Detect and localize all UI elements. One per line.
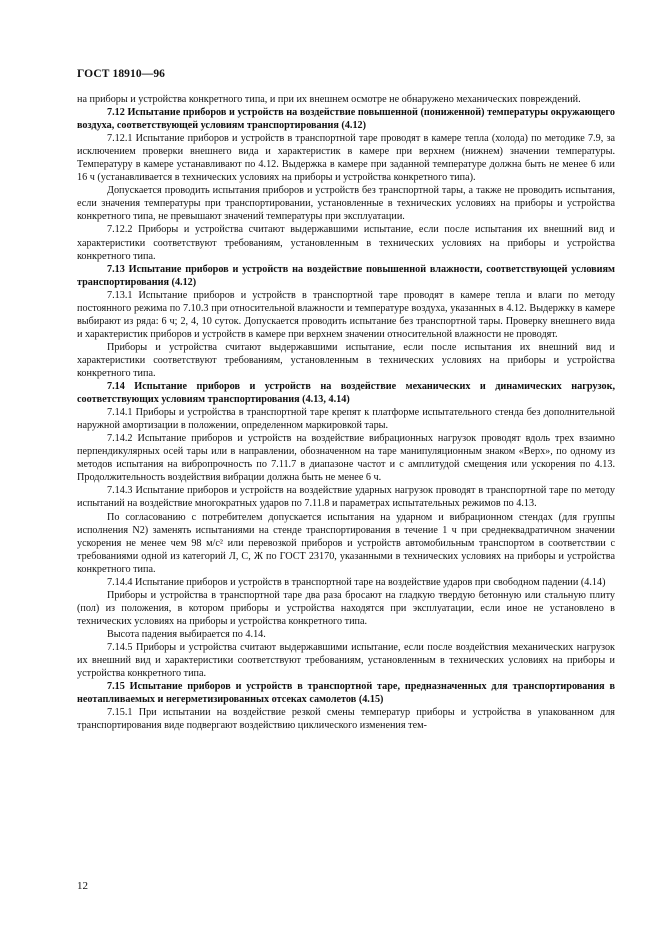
section-heading: 7.12 Испытание приборов и устройств на воздействие повышенной (пониженной) температуры окружающего воздуха, соответствующей условиям транспортирования (4.12) xyxy=(77,107,615,132)
paragraph: Приборы и устройства в транспортной таре два раза бросают на гладкую твердую бетонную или стальную плиту (пол) из положения, в котором приборы и устройства находятся при эксплуатации, если иное не установлено в технических условиях на приборы и устройства конкретного типа. xyxy=(77,589,615,627)
document-header: ГОСТ 18910—96 xyxy=(77,68,166,80)
paragraph: 7.14.4 Испытание приборов и устройств в транспортной таре на воздействие ударов при свободном падении (4.14) xyxy=(107,576,606,588)
paragraph: 7.14.1 Приборы и устройства в транспортной таре крепят к платформе испытательного стенда без дополнительной наружной амортизации в положении, определенном маркировкой тары. xyxy=(77,407,615,432)
paragraph: Высота падения выбирается по 4.14. xyxy=(107,628,266,640)
paragraph: 7.14.3 Испытание приборов и устройств на воздействие ударных нагрузок проводят в транспортной таре по методу испытаний на воздействие многократных ударов по 7.11.8 и параметрах испытательных режимов по 4.13. xyxy=(77,485,615,510)
paragraph: По согласованию с потребителем допускается испытания на ударном и вибрационном стендах (для группы исполнения N2) заменять испытаниями на стенде транспортирования в течение 1 ч при среднеквадратичном значении ускорения не менее чем 98 м/с² или перевозкой приборов и устройств автомобильным транспортом в соответствии с требованиями одной из категорий Л, С, Ж по ГОСТ 23170, указанными в технических условиях на приборы и устройства конкретного типа. xyxy=(77,511,615,575)
page-number: 12 xyxy=(77,880,88,892)
paragraph: 7.14.5 Приборы и устройства считают выдержавшими испытание, если после воздействия механических нагрузок их внешний вид и характеристики соответствуют требованиям, установленным в технических условиях на приборы и устройства конкретного типа. xyxy=(77,641,615,680)
paragraph: Допускается проводить испытания приборов и устройств без транспортной тары, а также не проводить испытания, если значения температуры при транспортировании, установленные в технических условиях на приборы и устройства конкретного типа, не превышают значений температуры при эксплуатации. xyxy=(77,185,615,223)
section-heading: 7.15 Испытание приборов и устройств в транспортной таре, предназначенных для транспортирования в неотапливаемых и негерметизированных отсеках самолетов (4.15) xyxy=(77,681,615,706)
paragraph: Приборы и устройства считают выдержавшими испытание, если после испытания их внешний вид и характеристики соответствуют требованиям, установленным в технических условиях на приборы и устройства конкретного типа. xyxy=(77,341,615,379)
paragraph: 7.12.2 Приборы и устройства считают выдержавшими испытание, если после испытания их внешний вид и характеристики соответствуют требованиям, установленным в технических условиях на приборы и устройства конкретного типа. xyxy=(77,224,615,262)
paragraph: 7.12.1 Испытание приборов и устройств в транспортной таре проводят в камере тепла (холода) по методике 7.9, за исключением проверки внешнего вида и характеристик в камере при верхнем (нижнем) значении температуры. Температуру в камере устанавливают по 4.12. Выдержка в камере при заданной температуре должна быть не менее 6 или 16 ч (устанавливается в технических условиях на приборы и устройства конкретного типа). xyxy=(77,133,615,184)
paragraph: 7.15.1 При испытании на воздействие резкой смены температур приборы и устройства в упакованном для транспортирования виде подвергают воздействию циклического изменения тем- xyxy=(77,707,615,732)
paragraph: на приборы и устройства конкретного типа, и при их внешнем осмотре не обнаружено механических повреждений. xyxy=(77,94,581,105)
section-heading: 7.14 Испытание приборов и устройств на воздействие механических и динамических нагрузок, соответствующих условиям транспортирования (4.13, 4.14) xyxy=(77,381,615,406)
document-body xyxy=(77,93,615,732)
paragraph: 7.14.2 Испытание приборов и устройств на воздействие вибрационных нагрузок проводят вдоль трех взаимно перпендикулярных осей тары или в направлении, обозначенном на таре манипуляционным знаком «Верх», по одному из методов испытания на вибропрочность по 7.11.7 в диапазоне частот и с амплитудой смещения или ускорения по 4.13. Продолжительность воздействия вибрации должна быть не менее 6 ч. xyxy=(77,433,615,484)
paragraph: 7.13.1 Испытание приборов и устройств в транспортной таре проводят в камере тепла и влаги по методу постоянного режима по 7.10.3 при относительной влажности и температуре воздуха, указанных в 4.12. Выдержку в камере выбирают из ряда: 6 ч; 2, 4, 10 суток. Допускается проводить испытание без транспортной тары. Проверку внешнего вида и характеристик приборов и устройств в камере при верхнем значении относительной влажности не проводят. xyxy=(77,289,615,340)
section-heading: 7.13 Испытание приборов и устройств на воздействие повышенной влажности, соответствующей условиям транспортирования (4.12) xyxy=(77,263,615,288)
